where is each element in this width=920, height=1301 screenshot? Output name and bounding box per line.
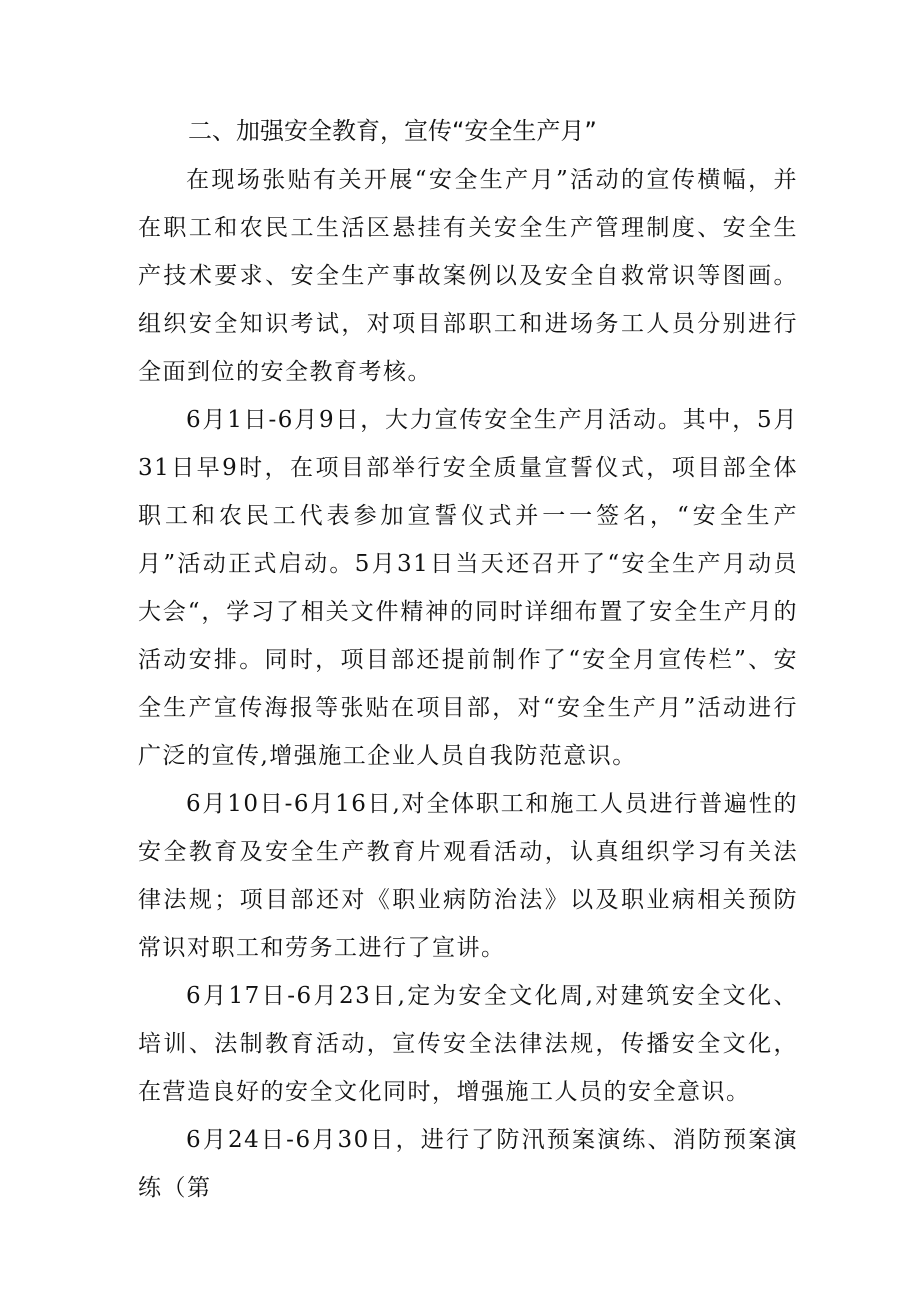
paragraph-week-3: 6月17日-6月23日,定为安全文化周,对建筑安全文化、培训、法制教育活动，宣传安全法律法规，传播安全文化，在营造良好的安全文化同时，增强施工人员的安全意识。 xyxy=(138,983,798,1105)
document-body xyxy=(138,108,798,1212)
paragraph-week-4: 6月24日-6月30日，进行了防汛预案演练、消防预案演练（第 xyxy=(138,1127,798,1201)
paragraph-publicity: 在现场张贴有关开展“安全生产月”活动的宣传横幅，并在职工和农民工生活区悬挂有关安全生产管理制度、安全生产技术要求、安全生产事故案例以及安全自救常识等图画。组织安全知识考试，对项目部职工和进场务工人员分别进行全面到位的安全教育考核。 xyxy=(138,167,798,385)
section-heading: 二、加强安全教育，宣传“安全生产月” xyxy=(188,117,597,145)
paragraph-week-2: 6月10日-6月16日,对全体职工和施工人员进行普遍性的安全教育及安全生产教育片观看活动，认真组织学习有关法律法规；项目部还对《职业病防治法》以及职业病相关预防常识对职工和劳务工进行了宣讲。 xyxy=(138,791,798,961)
paragraph-week-1: 6月1日-6月9日，大力宣传安全生产月活动。其中，5月31日早9时，在项目部举行安全质量宣誓仪式，项目部全体职工和农民工代表参加宣誓仪式并一一签名，“安全生产月”活动正式启动。5月31日当天还召开了“安全生产月动员大会“，学习了相关文件精神的同时详细布置了安全生产月的活动安排。同时，项目部还提前制作了“安全月宣传栏”、安全生产宣传海报等张贴在项目部，对“安全生产月”活动进行广泛的宣传,增强施工企业人员自我防范意识。 xyxy=(138,407,798,769)
